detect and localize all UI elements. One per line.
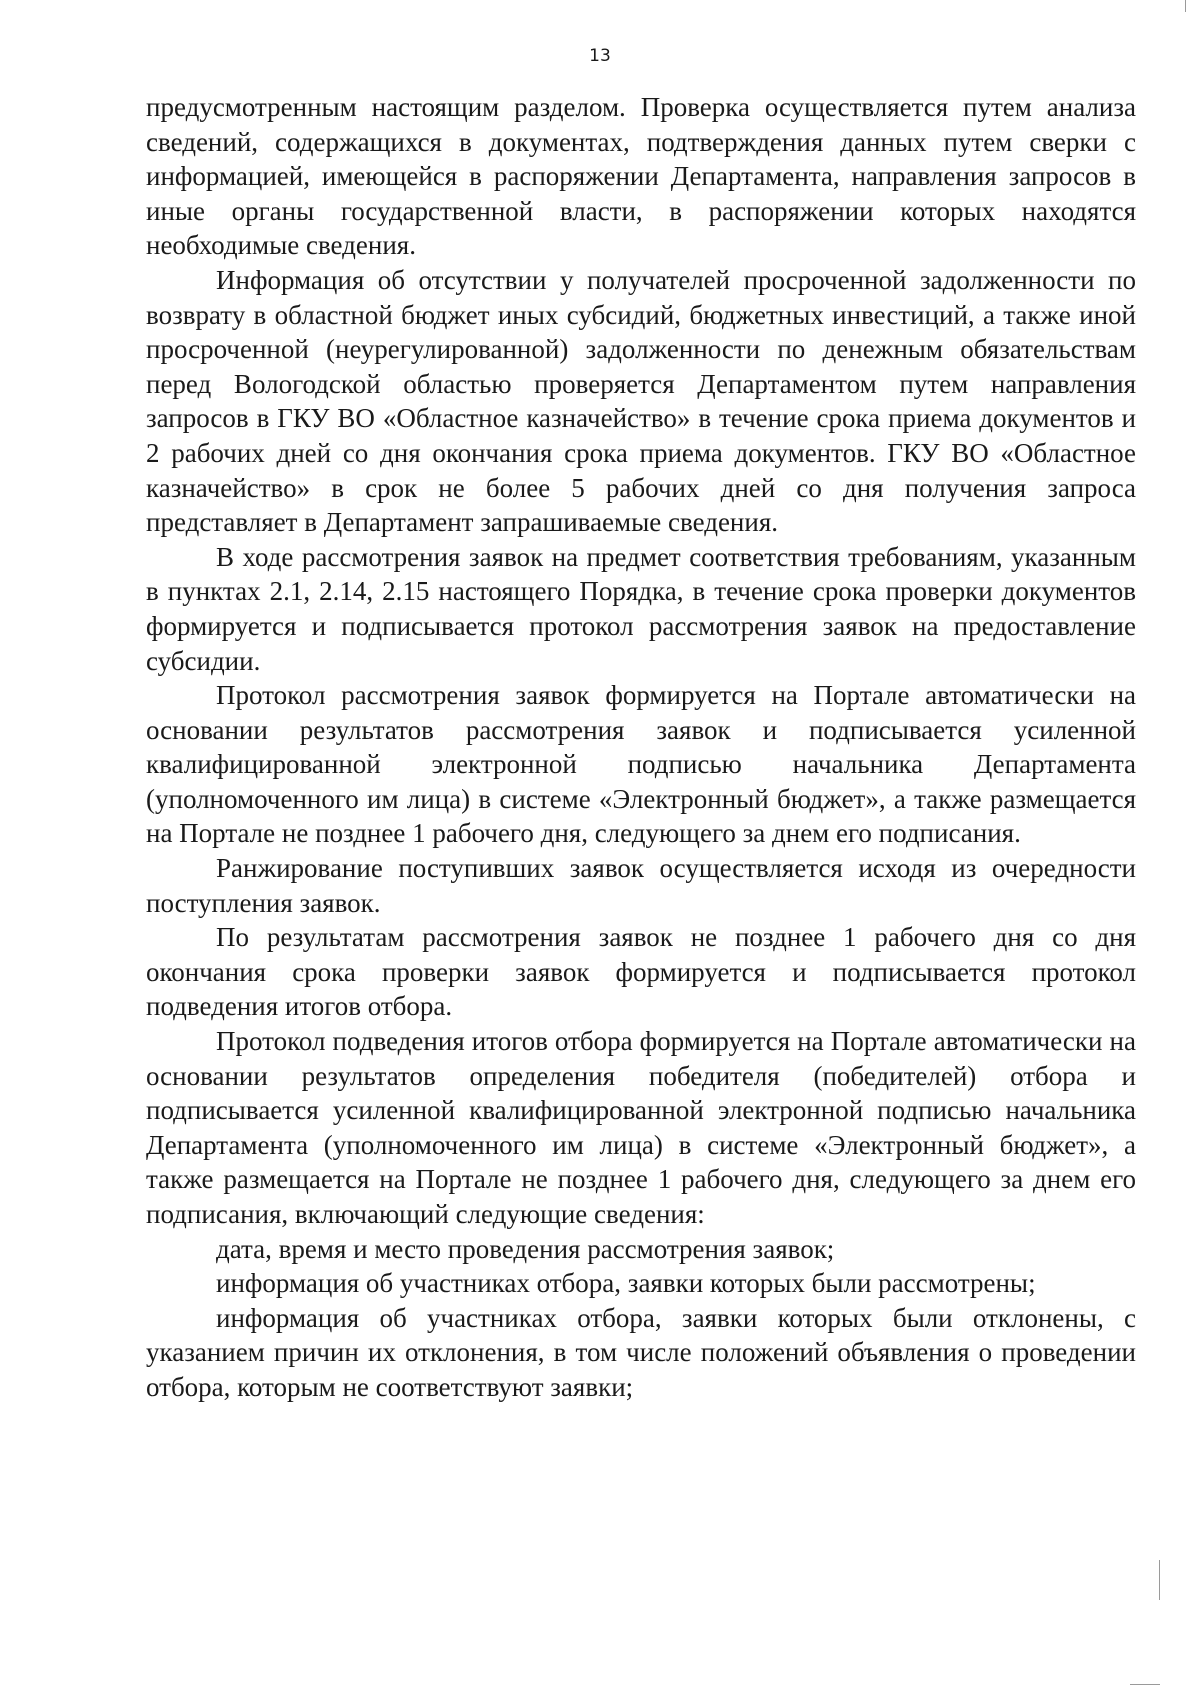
paragraph-continuation: предусмотренным настоящим разделом. Проверка осуществляется путем анализа сведений, содержащихся в документах, подтверждения данных путем сверки с информацией, имеющейся в распоряжении Департамента, направления запросов в иные органы государственной власти, в распоряжении которых находятся необходимые сведения. xyxy=(146,92,1136,261)
list-item-reviewed: информация об участниках отбора, заявки которых были рассмотрены; xyxy=(216,1268,1036,1299)
scan-mark-right xyxy=(1159,1560,1160,1600)
document-body xyxy=(146,90,1136,1405)
scan-mark-top-right xyxy=(1185,0,1186,12)
paragraph-debt-check: Информация об отсутствии у получателей просроченной задолженности по возврату в областной бюджет иных субсидий, бюджетных инвестиций, а также иной просроченной (неурегулированной) задолженности по денежным обязательствам перед Вологодской областью проверяется Департаментом путем направления запросов в ГКУ ВО «Областное казначейство» в течение срока приема документов и 2 рабочих дней со дня окончания срока приема документов. ГКУ ВО «Областное казначейство» в срок не более 5 рабочих дней со дня получения запроса представляет в Департамент запрашиваемые сведения. xyxy=(146,264,1136,538)
paragraph-review-protocol: Протокол рассмотрения заявок формируется на Портале автоматически на основании результатов рассмотрения заявок и подписывается усиленной квалифицированной электронной подписью начальника Департамента (уполномоченного им лица) в системе «Электронный бюджет», а также размещается на Портале не позднее 1 рабочего дня, следующего за днем его подписания. xyxy=(146,680,1136,849)
paragraph-results-protocol: Протокол подведения итогов отбора формируется на Портале автоматически на основании результатов определения победителя (победителей) отбора и подписывается усиленной квалифицированной электронной подписью начальника Департамента (уполномоченного им лица) в системе «Электронный бюджет», а также размещается на Портале не позднее 1 рабочего дня, следующего за днем его подписания, включающий следующие сведения: xyxy=(146,1026,1136,1229)
paragraph-ranking: Ранжирование поступивших заявок осуществляется исходя из очередности поступления заявок. xyxy=(146,853,1136,918)
list-item-rejected: информация об участниках отбора, заявки которых были отклонены, с указанием причин их отклонения, в том числе положений объявления о проведении отбора, которым не соответствуют заявки; xyxy=(146,1302,1136,1402)
paragraph-results: По результатам рассмотрения заявок не позднее 1 рабочего дня со дня окончания срока проверки заявок формируется и подписывается протокол подведения итогов отбора. xyxy=(146,922,1136,1022)
page-number: 13 xyxy=(589,46,611,66)
scan-mark-bottom xyxy=(1130,1684,1160,1685)
paragraph-review-requirements: В ходе рассмотрения заявок на предмет соответствия требованиям, указанным в пунктах 2.1, 2.14, 2.15 настоящего Порядка, в течение срока проверки документов формируется и подписывается протокол рассмотрения заявок на предоставление субсидии. xyxy=(146,541,1136,676)
list-item-date: дата, время и место проведения рассмотрения заявок; xyxy=(216,1233,835,1264)
